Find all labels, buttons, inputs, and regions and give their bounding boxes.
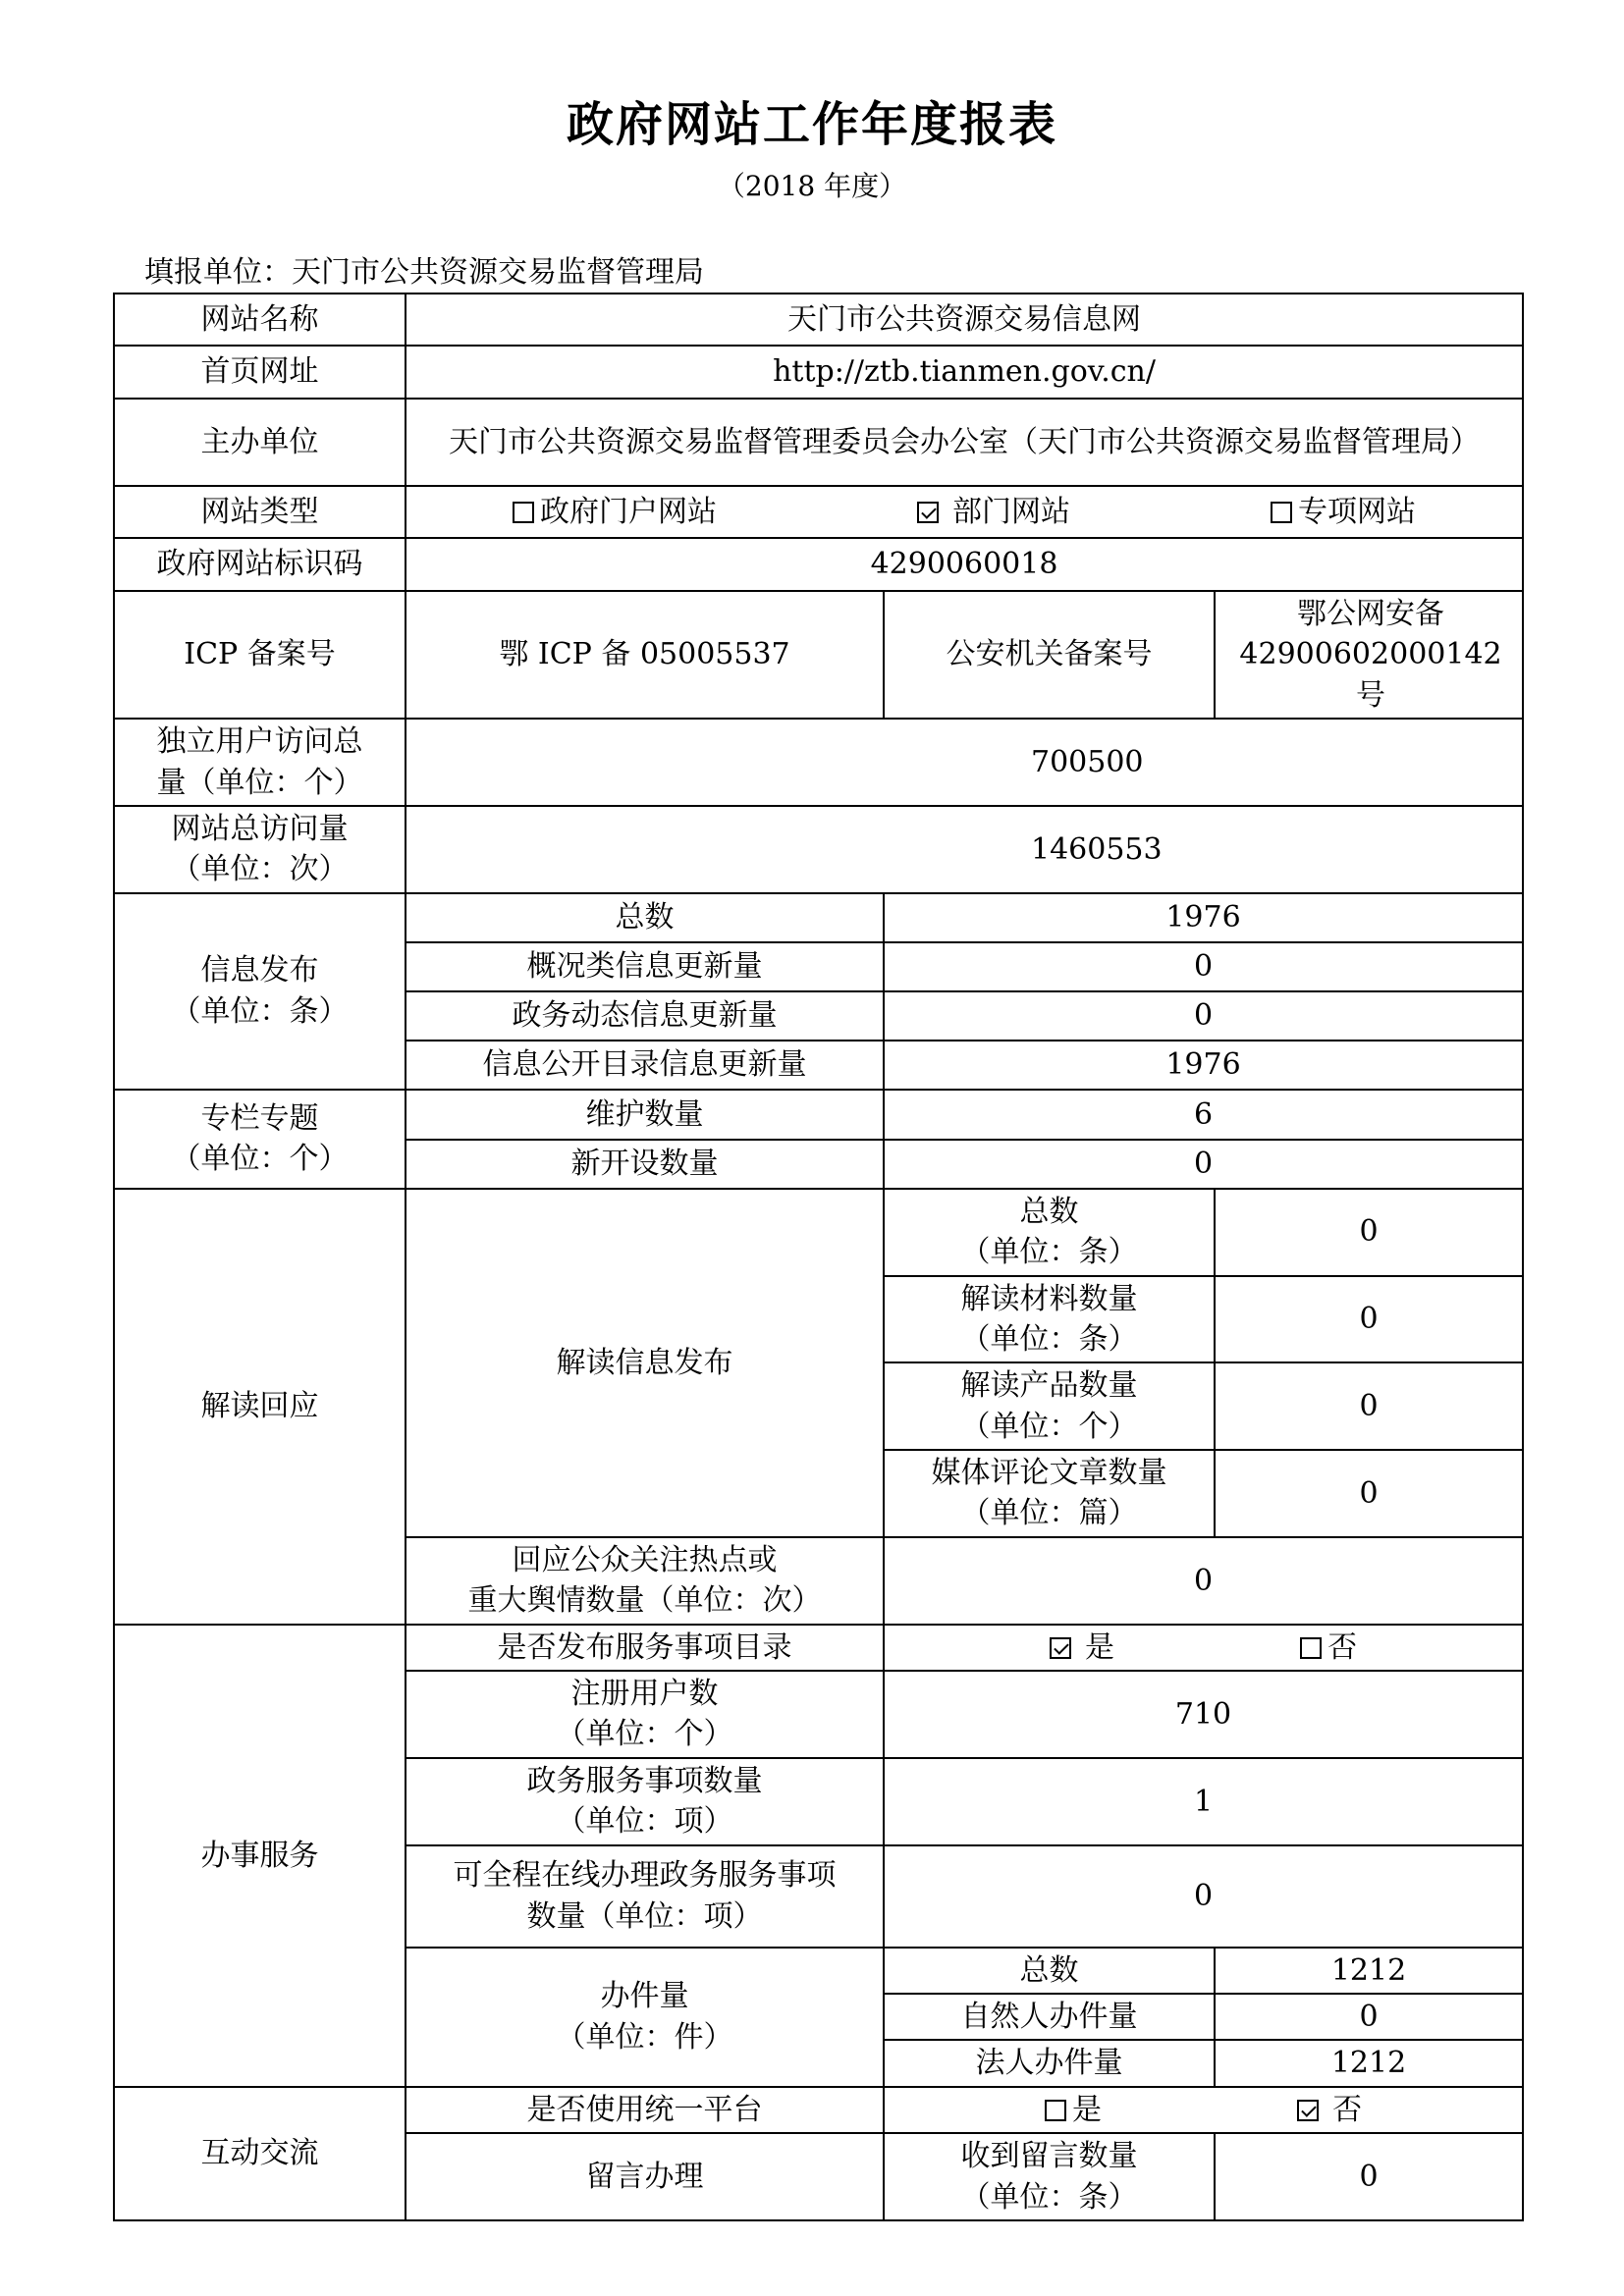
checkbox-unchecked-icon	[1271, 502, 1292, 523]
icp-value: 鄂 ICP 备 05005537	[406, 591, 884, 719]
row-total-visits	[114, 806, 1523, 893]
columns-label: 专栏专题 （单位：个）	[114, 1090, 406, 1189]
checkbox-unchecked-icon	[1300, 1637, 1322, 1659]
row-unified-platform	[114, 2087, 1523, 2133]
cases-row-label: 自然人办件量	[884, 1994, 1215, 2040]
row-info-total	[114, 893, 1523, 942]
row-columns-maintained	[114, 1090, 1523, 1140]
cases-label: 办件量 （单位：件）	[406, 1948, 884, 2087]
registered-users-label: 注册用户数 （单位：个）	[406, 1671, 884, 1758]
columns-row-value: 6	[884, 1090, 1523, 1140]
report-table	[113, 293, 1524, 2221]
police-record-value: 鄂公网安备 42900602000142 号	[1215, 591, 1523, 719]
sponsor-value: 天门市公共资源交易监督管理委员会办公室（天门市公共资源交易监督管理局）	[406, 399, 1523, 486]
info-release-label: 信息发布 （单位：条）	[114, 893, 406, 1090]
interp-row-value: 0	[1215, 1362, 1523, 1450]
received-messages-label: 收到留言数量 （单位：条）	[884, 2133, 1215, 2220]
interp-row-value: 0	[1215, 1189, 1523, 1276]
cases-row-value: 1212	[1215, 1948, 1523, 1994]
row-site-id	[114, 538, 1523, 591]
page-title: 政府网站工作年度报表	[566, 97, 1057, 152]
total-visits-label: 网站总访问量 （单位：次）	[114, 806, 406, 893]
catalog-option-yes: 是	[1050, 1630, 1114, 1665]
checkbox-unchecked-icon	[513, 502, 534, 523]
cases-row-label: 法人办件量	[884, 2040, 1215, 2086]
interp-row-label: 解读产品数量 （单位：个）	[884, 1362, 1215, 1450]
info-row-label: 信息公开目录信息更新量	[406, 1041, 884, 1090]
interpretation-label: 解读回应	[114, 1189, 406, 1625]
interp-row-label: 媒体评论文章数量 （单位：篇）	[884, 1450, 1215, 1537]
row-sponsor	[114, 399, 1523, 486]
services-label: 办事服务	[114, 1625, 406, 2087]
checkbox-checked-icon	[1050, 1637, 1071, 1659]
site-type-label: 网站类型	[114, 486, 406, 538]
filling-unit: 填报单位：天门市公共资源交易监督管理局	[144, 255, 704, 290]
site-id-label: 政府网站标识码	[114, 538, 406, 591]
unified-platform-options	[884, 2087, 1523, 2133]
checkbox-unchecked-icon	[1045, 2100, 1066, 2121]
service-catalog-options	[884, 1625, 1523, 1671]
row-unique-visitors	[114, 719, 1523, 806]
info-row-value: 0	[884, 942, 1523, 991]
online-items-label: 可全程在线办理政务服务事项 数量（单位：项）	[406, 1845, 884, 1948]
checkbox-checked-icon	[1297, 2100, 1319, 2121]
cases-row-value: 1212	[1215, 2040, 1523, 2086]
columns-row-label: 新开设数量	[406, 1140, 884, 1189]
interp-row-value: 0	[1215, 1450, 1523, 1537]
unique-visitors-value: 700500	[406, 719, 1523, 806]
interaction-label: 互动交流	[114, 2087, 406, 2220]
row-site-name	[114, 294, 1523, 346]
info-row-value: 0	[884, 991, 1523, 1041]
report-year: （2018 年度）	[717, 170, 907, 202]
homepage-url-label: 首页网址	[114, 346, 406, 399]
police-record-label: 公安机关备案号	[884, 591, 1215, 719]
catalog-option-no: 否	[1300, 1630, 1357, 1665]
message-handling-label: 留言办理	[406, 2133, 884, 2220]
info-row-label: 政务动态信息更新量	[406, 991, 884, 1041]
interp-row-value: 0	[1215, 1276, 1523, 1363]
received-messages-value: 0	[1215, 2133, 1523, 2220]
icp-label: ICP 备案号	[114, 591, 406, 719]
info-row-value: 1976	[884, 1041, 1523, 1090]
site-type-options	[406, 486, 1523, 538]
response-value: 0	[884, 1537, 1523, 1625]
response-label: 回应公众关注热点或 重大舆情数量（单位：次）	[406, 1537, 884, 1625]
service-catalog-label: 是否发布服务事项目录	[406, 1625, 884, 1671]
columns-row-label: 维护数量	[406, 1090, 884, 1140]
interp-row-label: 总数 （单位：条）	[884, 1189, 1215, 1276]
cases-row-value: 0	[1215, 1994, 1523, 2040]
site-id-value: 4290060018	[406, 538, 1523, 591]
homepage-url-value: http://ztb.tianmen.gov.cn/	[406, 346, 1523, 399]
service-items-label: 政务服务事项数量 （单位：项）	[406, 1758, 884, 1845]
platform-option-yes: 是	[1045, 2093, 1102, 2127]
info-row-value: 1976	[884, 893, 1523, 942]
interpretation-sub-label: 解读信息发布	[406, 1189, 884, 1537]
site-name-label: 网站名称	[114, 294, 406, 346]
row-service-catalog	[114, 1625, 1523, 1671]
info-row-label: 概况类信息更新量	[406, 942, 884, 991]
unified-platform-label: 是否使用统一平台	[406, 2087, 884, 2133]
type-option-portal: 政府门户网站	[513, 492, 717, 532]
columns-row-value: 0	[884, 1140, 1523, 1189]
cases-row-label: 总数	[884, 1948, 1215, 1994]
registered-users-value: 710	[884, 1671, 1523, 1758]
site-name-value: 天门市公共资源交易信息网	[406, 294, 1523, 346]
platform-option-no: 否	[1297, 2093, 1362, 2127]
row-homepage-url	[114, 346, 1523, 399]
unique-visitors-label: 独立用户访问总 量（单位：个）	[114, 719, 406, 806]
type-option-department: 部门网站	[917, 492, 1070, 532]
info-row-label: 总数	[406, 893, 884, 942]
row-interp-total	[114, 1189, 1523, 1276]
interp-row-label: 解读材料数量 （单位：条）	[884, 1276, 1215, 1363]
total-visits-value: 1460553	[406, 806, 1523, 893]
service-items-value: 1	[884, 1758, 1523, 1845]
type-option-special: 专项网站	[1271, 492, 1416, 532]
row-site-type	[114, 486, 1523, 538]
checkbox-checked-icon	[917, 502, 939, 523]
sponsor-label: 主办单位	[114, 399, 406, 486]
row-icp	[114, 591, 1523, 719]
online-items-value: 0	[884, 1845, 1523, 1948]
